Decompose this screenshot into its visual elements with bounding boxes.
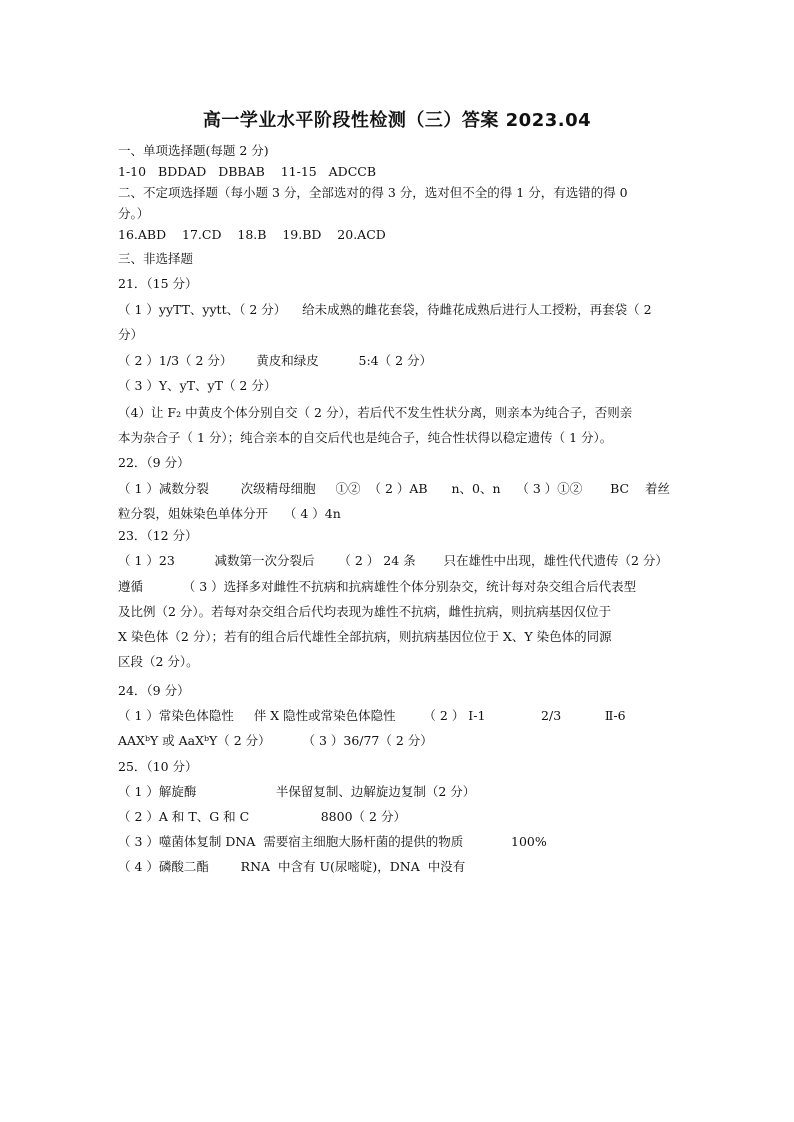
question-22-answer-1-cont: 粒分裂，姐妹染色单体分开 （ 4 ）4n [118,506,341,521]
question-23-answer-3-cont-a: 及比例（2 分）。若每对杂交组合后代均表现为雄性不抗病，雌性抗病，则抗病基因仅位于 [118,604,612,619]
question-23-heading: 23．（12 分） [118,528,198,543]
section-heading-multi-choice-cont: 分。） [118,206,150,221]
question-22-heading: 22．（9 分） [118,455,190,470]
question-23-answer-3-cont-b: X 染色体（2 分）；若有的组合后代雄性全部抗病，则抗病基因位位于 X、Y 染色体的同源 [118,629,612,644]
section-heading-single-choice: 一、单项选择题(每题 2 分) [118,143,269,158]
question-25-answer-2: （ 2 ）A 和 T、G 和 C 8800（ 2 分） [118,809,406,824]
question-21-answer-1: （ 1 ）yyTT、yytt、（ 2 分） 给未成熟的雌花套袋，待雌花成熟后进行人工授粉，再套袋（ 2 [118,302,652,317]
question-25-answer-4: （ 4 ）磷酸二酯 RNA 中含有 U(尿嘧啶)，DNA 中没有 [118,859,466,874]
question-25-heading: 25．（10 分） [118,759,198,774]
answer-line-single-choice: 1-10 BDDAD DBBAB 11-15 ADCCB [118,164,377,179]
question-21-answer-4: （4）让 F₂ 中黄皮个体分别自交（ 2 分），若后代不发生性状分离，则亲本为纯合子，否则亲 [118,405,633,420]
question-22-answer-1: （ 1 ）减数分裂 次级精母细胞 ①② （ 2 ）AB n、0、n （ 3 ）①② BC 着丝 [118,481,670,496]
question-21-answer-4-cont: 本为杂合子（ 1 分）；纯合亲本的自交后代也是纯合子，纯合性状得以稳定遗传（ 1 分）。 [118,430,613,445]
question-21-answer-2: （ 2 ）1/3（ 2 分） 黄皮和绿皮 5:4（ 2 分） [118,353,433,368]
question-24-answer-cont: AAXᵇY 或 AaXᵇY（ 2 分） （ 3 ）36/77（ 2 分） [118,733,433,748]
question-21-heading: 21．（15 分） [118,276,198,291]
question-23-answer-3: 遵循 （ 3 ）选择多对雌性不抗病和抗病雄性个体分别杂交，统计每对杂交组合后代表型 [118,579,637,594]
section-heading-non-choice: 三、非选择题 [118,251,194,266]
question-24-answer-1: （ 1 ）常染色体隐性 伴 X 隐性或常染色体隐性 （ 2 ） Ⅰ-1 2/3 Ⅱ-6 [118,708,626,723]
question-25-answer-1: （ 1 ）解旋酶 半保留复制、边解旋边复制（2 分） [118,784,476,799]
answer-line-multi-choice: 16.ABD 17.CD 18.B 19.BD 20.ACD [118,227,386,242]
question-25-answer-3: （ 3 ）噬菌体复制 DNA 需要宿主细胞大肠杆菌的提供的物质 100% [118,834,547,849]
question-24-heading: 24．（9 分） [118,683,190,698]
section-heading-multi-choice: 二、不定项选择题（每小题 3 分，全部选对的得 3 分，选对但不全的得 1 分，有选错的得 0 [118,185,628,200]
question-23-answer-3-cont-c: 区段（2 分）。 [118,654,199,669]
page-title: 高一学业水平阶段性检测（三）答案 2023.04 [202,110,592,131]
question-23-answer-1: （ 1 ）23 减数第一次分裂后 （ 2 ） 24 条 只在雄性中出现，雄性代代遗传（2 分） [118,553,668,568]
question-21-answer-3: （ 3 ）Y、yT、yT（ 2 分） [118,378,277,393]
question-21-answer-1-cont: 分） [118,327,144,342]
